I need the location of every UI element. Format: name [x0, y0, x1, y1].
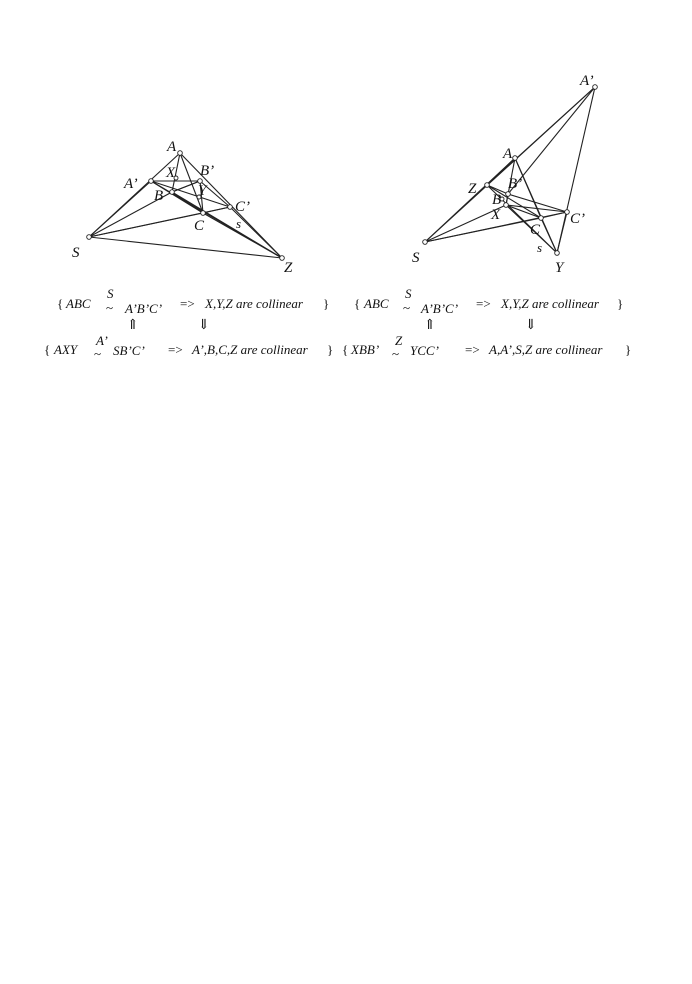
left-label-z: Z: [284, 260, 293, 276]
left-point-a-prime: [149, 179, 154, 184]
left-point-s: [87, 235, 92, 240]
formula-rhs: A’B’C’: [421, 301, 459, 316]
brace-open: {: [57, 296, 64, 311]
left-label-y: Y: [198, 183, 207, 199]
similarity-tilde: ~: [392, 346, 400, 361]
formula-center: Z: [395, 333, 403, 348]
right-point-s: [423, 240, 428, 245]
left-diagram: [72, 139, 293, 276]
formula-right-bottom: [342, 333, 631, 361]
right-label-b-prime: B’: [508, 176, 523, 192]
right-label-s-small: s: [537, 240, 543, 255]
brace-open: {: [354, 296, 361, 311]
formula-right-top: [354, 286, 623, 316]
right-point-x: [504, 203, 509, 208]
right-label-a: A: [503, 146, 513, 162]
formula-result: X,Y,Z are collinear: [205, 296, 303, 311]
right-label-x: X: [491, 207, 501, 223]
brace-close: }: [327, 342, 334, 357]
left-point-c-prime: [228, 205, 233, 210]
left-label-c: C: [194, 218, 205, 234]
right-point-y: [555, 251, 560, 256]
left-point-c: [201, 211, 206, 216]
left-label-s: S: [72, 245, 80, 261]
right-point-z: [485, 183, 490, 188]
right-label-s: S: [412, 250, 420, 266]
formula-left-top: [57, 286, 329, 316]
left-segments: [89, 153, 282, 258]
formula-lhs: ABC: [66, 296, 91, 311]
formula-result: A,A’,S,Z are collinear: [489, 342, 603, 357]
formula-lhs: AXY: [54, 342, 78, 357]
right-point-b-prime: [506, 192, 511, 197]
right-label-c-prime: C’: [570, 211, 585, 227]
up-double-arrow-left: ⇑: [127, 317, 139, 333]
similarity-tilde: ~: [94, 346, 102, 361]
formula-lhs: XBB’: [351, 342, 380, 357]
down-double-arrow-right: ⇓: [525, 317, 537, 333]
similarity-tilde: ~: [403, 300, 411, 315]
formula-left-bottom: [44, 333, 333, 361]
right-segments: [425, 87, 595, 253]
implies-arrow: =>: [465, 342, 480, 357]
right-label-a-prime: A’: [580, 73, 594, 89]
down-double-arrow-left: ⇓: [198, 317, 210, 333]
brace-close: }: [625, 342, 632, 357]
formula-rhs: A’B’C’: [125, 301, 163, 316]
formula-result: X,Y,Z are collinear: [501, 296, 599, 311]
formula-rhs: SB’C’: [113, 343, 145, 358]
implies-arrow: =>: [476, 296, 491, 311]
left-label-c-prime: C’: [235, 199, 250, 215]
right-label-z: Z: [468, 181, 477, 197]
left-label-a-prime: A’: [124, 176, 138, 192]
right-labels: [412, 73, 594, 276]
formula-result: A’,B,C,Z are collinear: [192, 342, 308, 357]
formula-center: S: [405, 286, 412, 301]
brace-open: {: [342, 342, 349, 357]
implies-arrow: =>: [180, 296, 195, 311]
left-label-x: X: [166, 165, 176, 181]
brace-close: }: [323, 296, 330, 311]
left-label-b-prime: B’: [200, 163, 215, 179]
formula-lhs: ABC: [364, 296, 389, 311]
left-point-b: [170, 190, 175, 195]
right-label-y: Y: [555, 260, 564, 276]
left-label-a: A: [167, 139, 177, 155]
similarity-tilde: ~: [106, 300, 114, 315]
right-point-c: [539, 216, 544, 221]
formula-rhs: YCC’: [410, 343, 439, 358]
left-label-b: B: [154, 188, 164, 204]
brace-close: }: [617, 296, 624, 311]
left-point-a: [178, 151, 183, 156]
formula-center: S: [107, 286, 114, 301]
right-points: [423, 85, 598, 256]
left-label-s-small: s: [236, 216, 242, 231]
formula-center: A’: [96, 333, 108, 348]
up-double-arrow-right: ⇑: [424, 317, 436, 333]
right-diagram: [412, 73, 597, 276]
right-label-c: C: [530, 222, 541, 238]
right-point-c-prime: [565, 210, 570, 215]
right-label-b: B: [492, 192, 502, 208]
implies-arrow: =>: [168, 342, 183, 357]
right-point-a: [513, 156, 518, 161]
brace-open: {: [44, 342, 51, 357]
